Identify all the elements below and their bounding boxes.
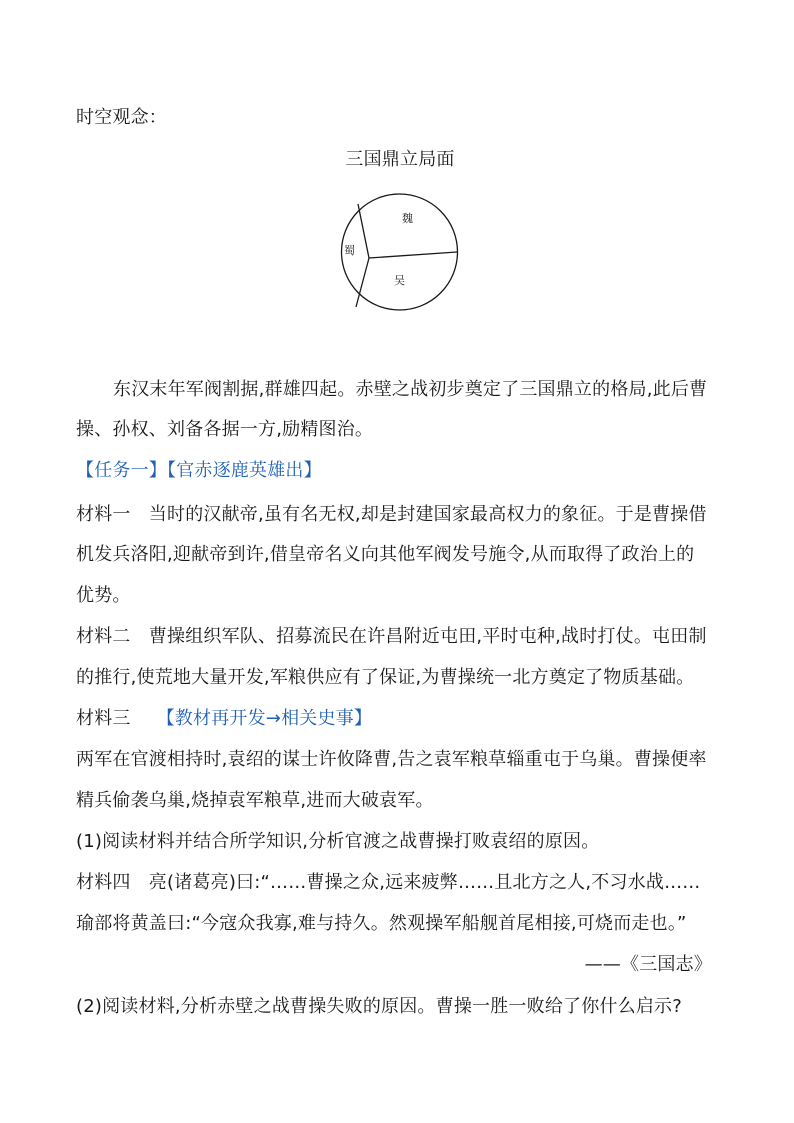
material-3-line-2: 精兵偷袭乌巢,烧掉袁军粮草,进而大破袁军。 bbox=[76, 790, 434, 811]
material-3-label: 材料三 bbox=[76, 708, 131, 729]
material-2-line-1: 材料二 曹操组织军队、招募流民在许昌附近屯田,平时屯种,战时打仗。屯田制 bbox=[76, 626, 707, 647]
task-1-title: 【任务一】【官赤逐鹿英雄出】 bbox=[76, 460, 322, 481]
divider-wei-shu bbox=[358, 204, 369, 258]
label-shu: 蜀 bbox=[344, 244, 355, 257]
question-1: (1)阅读材料并结合所学知识,分析官渡之战曹操打败袁绍的原因。 bbox=[76, 831, 600, 852]
label-wu: 吴 bbox=[394, 274, 405, 287]
question-2: (2)阅读材料,分析赤壁之战曹操失败的原因。曹操一胜一败给了你什么启示? bbox=[76, 996, 682, 1017]
material-4-line-2: 瑜部将黄盖曰:“今寇众我寡,难与持久。然观操军船舰首尾相接,可烧而走也。” bbox=[76, 913, 687, 934]
material-1-line-1: 材料一 当时的汉献帝,虽有名无权,却是封建国家最高权力的象征。于是曹操借 bbox=[76, 504, 707, 525]
label-wei: 魏 bbox=[402, 212, 413, 225]
material-3-tag: 【教材再开发→相关史事】 bbox=[156, 708, 373, 729]
material-3-line-1: 两军在官渡相持时,袁绍的谋士许攸降曹,告之袁军粮草辎重屯于乌巢。曹操便率 bbox=[76, 749, 707, 770]
diagram-title: 三国鼎立局面 bbox=[345, 149, 455, 170]
material-4-line-1: 材料四 亮(诸葛亮)曰:“……曹操之众,远来疲弊……且北方之人,不习水战…… bbox=[76, 872, 701, 893]
material-2-line-2: 的推行,使荒地大量开发,军粮供应有了保证,为曹操统一北方奠定了物质基础。 bbox=[76, 667, 695, 688]
three-kingdoms-pie-diagram bbox=[336, 193, 463, 311]
material-3-header bbox=[76, 707, 372, 731]
section-heading: 时空观念： bbox=[76, 107, 167, 128]
intro-line-2: 操、孙权、刘备各据一方,励精图治。 bbox=[76, 419, 374, 440]
material-1-line-3: 优势。 bbox=[76, 585, 131, 606]
material-4-source: ——《三国志》 bbox=[584, 954, 712, 975]
divider-wei-wu bbox=[369, 252, 457, 258]
intro-line-1: 东汉末年军阀割据,群雄四起。赤壁之战初步奠定了三国鼎立的格局,此后曹 bbox=[113, 379, 708, 400]
material-1-line-2: 机发兵洛阳,迎献帝到许,借皇帝名义向其他军阀发号施令,从而取得了政治上的 bbox=[76, 544, 695, 565]
